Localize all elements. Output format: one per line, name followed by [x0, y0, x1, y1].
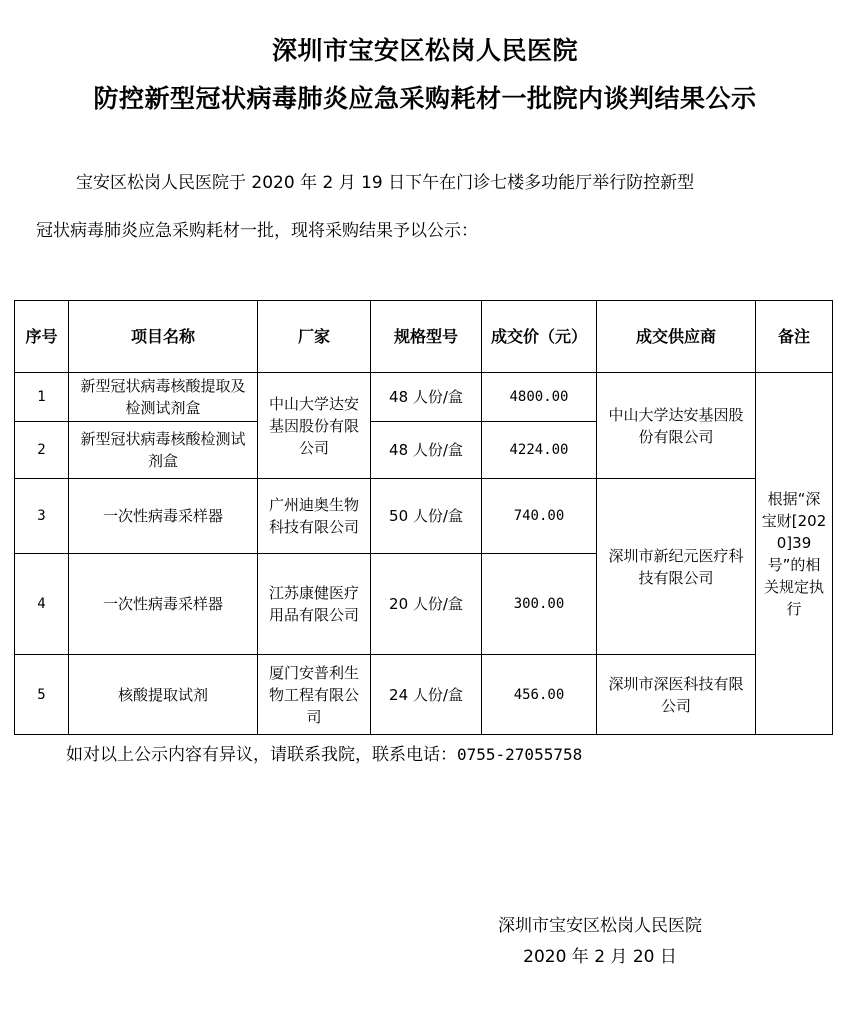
row-item: 核酸提取试剂	[69, 655, 258, 735]
contact-label: 如对以上公示内容有异议，请联系我院，联系电话：	[66, 745, 457, 765]
table-row	[15, 373, 833, 422]
row-spec: 48 人份/盒	[371, 373, 482, 422]
row-price: 4800.00	[482, 373, 597, 422]
header-supplier: 成交供应商	[597, 301, 756, 373]
document-title: 深圳市宝安区松岗人民医院	[271, 36, 578, 65]
row-item: 新型冠状病毒核酸检测试剂盒	[69, 422, 258, 479]
row-spec: 48 人份/盒	[371, 422, 482, 479]
row-manufacturer: 江苏康健医疗用品有限公司	[258, 554, 371, 655]
row-price: 300.00	[482, 554, 597, 655]
row-no: 4	[15, 554, 69, 655]
row-price: 456.00	[482, 655, 597, 735]
intro-paragraph-line1: 宝安区松岗人民医院于 2020 年 2 月 19 日下午在门诊七楼多功能厅举行防控新型	[76, 173, 695, 193]
header-remark: 备注	[756, 301, 833, 373]
row-manufacturer: 厦门安普利生物工程有限公司	[258, 655, 371, 735]
table-row	[15, 655, 833, 735]
intro-paragraph-line2: 冠状病毒肺炎应急采购耗材一批，现将采购结果予以公示：	[36, 221, 478, 241]
header-manufacturer: 厂家	[258, 301, 371, 373]
header-spec: 规格型号	[371, 301, 482, 373]
row-price: 740.00	[482, 479, 597, 554]
remark-cell: 根据“深宝财[2020]39号”的相关规定执行	[756, 373, 833, 735]
row-supplier: 深圳市新纪元医疗科技有限公司	[597, 479, 756, 655]
row-no: 1	[15, 373, 69, 422]
row-manufacturer: 广州迪奥生物科技有限公司	[258, 479, 371, 554]
contact-line	[66, 740, 582, 765]
signature-org: 深圳市宝安区松岗人民医院	[498, 916, 702, 936]
document-subtitle: 防控新型冠状病毒肺炎应急采购耗材一批院内谈判结果公示	[93, 84, 757, 113]
row-price: 4224.00	[482, 422, 597, 479]
table-header-row	[15, 301, 833, 373]
results-table	[14, 300, 833, 735]
header-item: 项目名称	[69, 301, 258, 373]
row-supplier: 中山大学达安基因股份有限公司	[597, 373, 756, 479]
contact-phone: 0755-27055758	[457, 745, 583, 764]
header-price: 成交价（元）	[482, 301, 597, 373]
row-item: 一次性病毒采样器	[69, 479, 258, 554]
row-spec: 50 人份/盒	[371, 479, 482, 554]
row-no: 2	[15, 422, 69, 479]
row-spec: 20 人份/盒	[371, 554, 482, 655]
signature-date: 2020 年 2 月 20 日	[523, 947, 677, 967]
row-spec: 24 人份/盒	[371, 655, 482, 735]
row-supplier: 深圳市深医科技有限公司	[597, 655, 756, 735]
row-manufacturer: 中山大学达安基因股份有限公司	[258, 373, 371, 479]
row-no: 5	[15, 655, 69, 735]
row-no: 3	[15, 479, 69, 554]
row-item: 新型冠状病毒核酸提取及检测试剂盒	[69, 373, 258, 422]
row-item: 一次性病毒采样器	[69, 554, 258, 655]
header-no: 序号	[15, 301, 69, 373]
table-row	[15, 479, 833, 554]
